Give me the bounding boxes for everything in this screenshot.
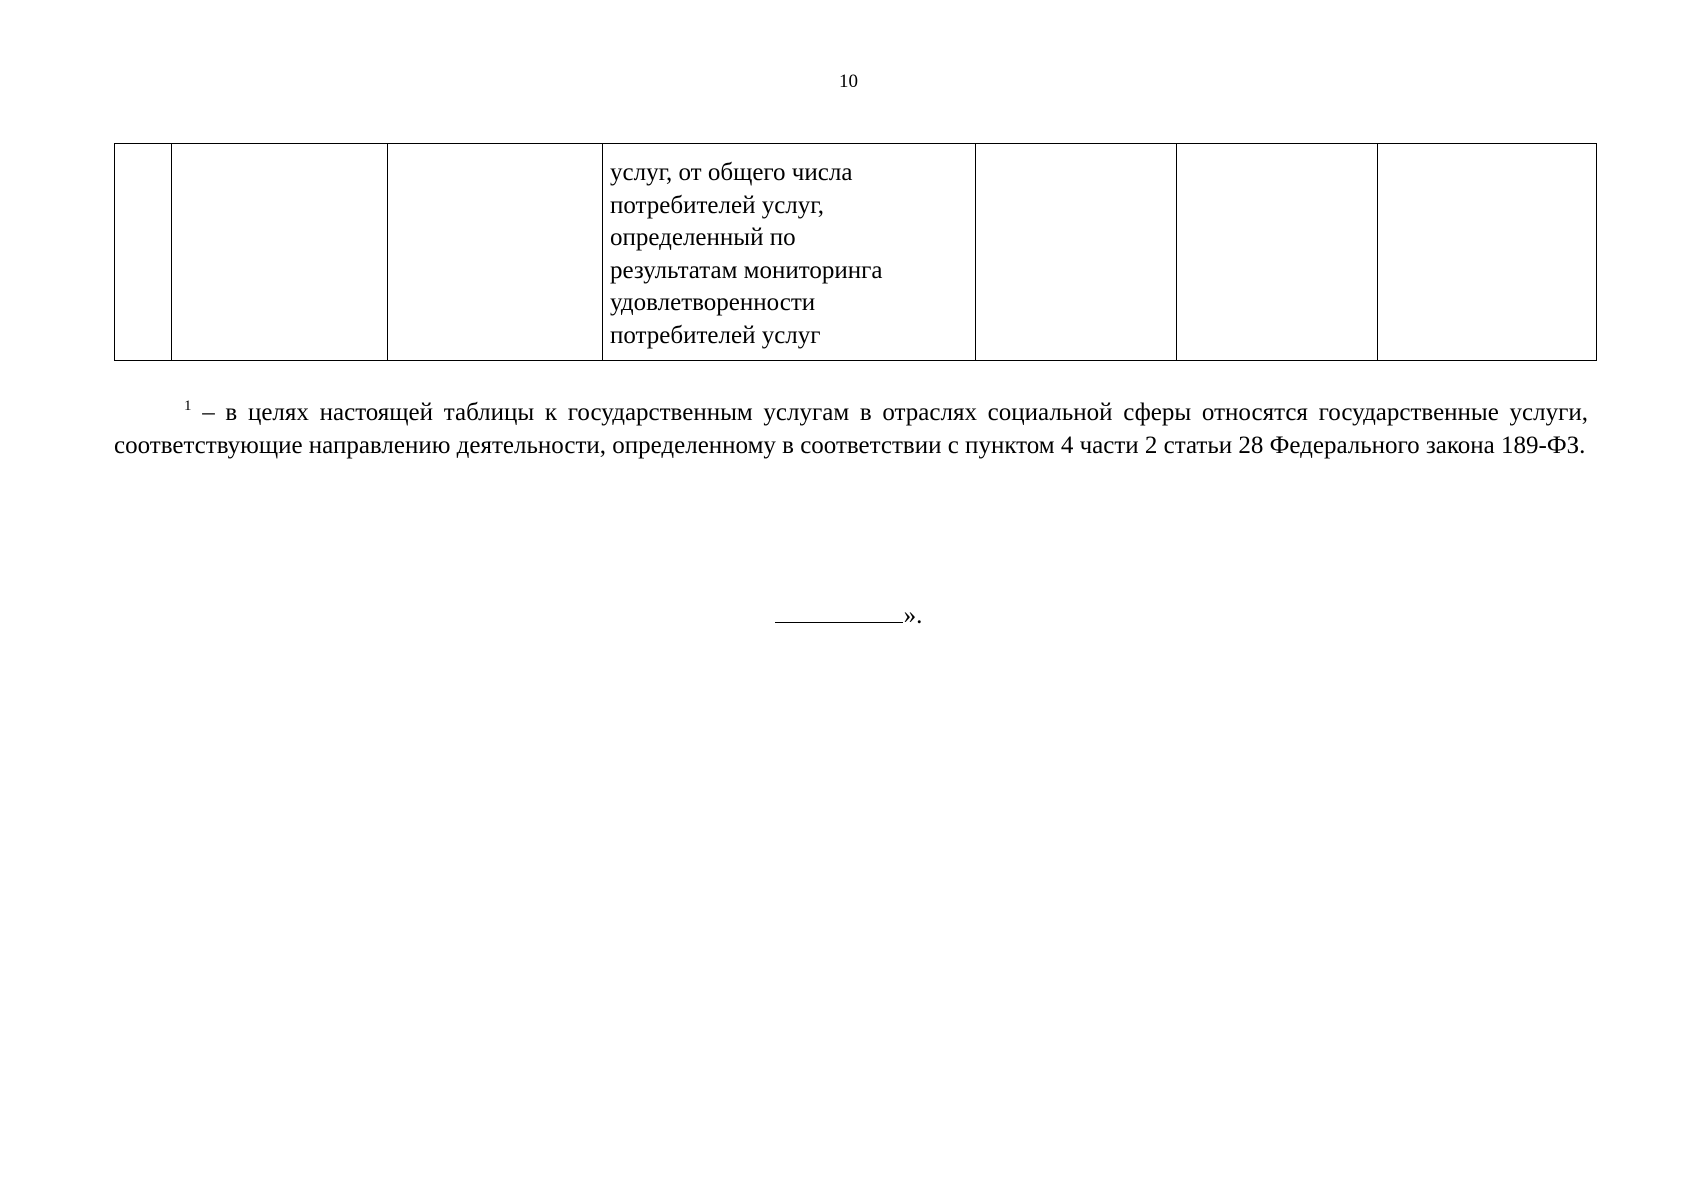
indicator-line: потребителей услуг <box>610 321 821 349</box>
closing-mark <box>0 596 1697 632</box>
footnote-text: – в целях настоящей таблицы к государственным услугам в отраслях социальной сферы относятся государственные услуги, соответствующие направлению деятельности, определенному в соответствии с пунктом 4 части 2 статьи 28 Федерального закона 189-ФЗ. <box>114 399 1588 459</box>
indicator-line: удовлетворенности <box>610 289 816 316</box>
indicator-line: потребителей услуг, <box>610 191 824 219</box>
table-cell-6 <box>1177 144 1378 361</box>
indicator-line: определенный по <box>610 224 796 251</box>
table-cell-7 <box>1378 144 1597 361</box>
footnote-marker: 1 <box>184 398 192 414</box>
table-cell-2 <box>172 144 388 361</box>
closing-quote: ». <box>903 602 923 629</box>
data-table <box>114 143 1597 361</box>
table-cell-indicator <box>603 144 976 361</box>
table-row <box>115 144 1597 361</box>
page-number: 10 <box>839 71 858 92</box>
table-cell-5 <box>976 144 1177 361</box>
signature-blank-line <box>775 596 903 623</box>
table-cell-3 <box>388 144 603 361</box>
footnote <box>114 396 1588 462</box>
indicator-line: услуг, от общего числа <box>610 159 853 186</box>
table-cell-1 <box>115 144 172 361</box>
indicator-line: результатам мониторинга <box>610 256 883 284</box>
